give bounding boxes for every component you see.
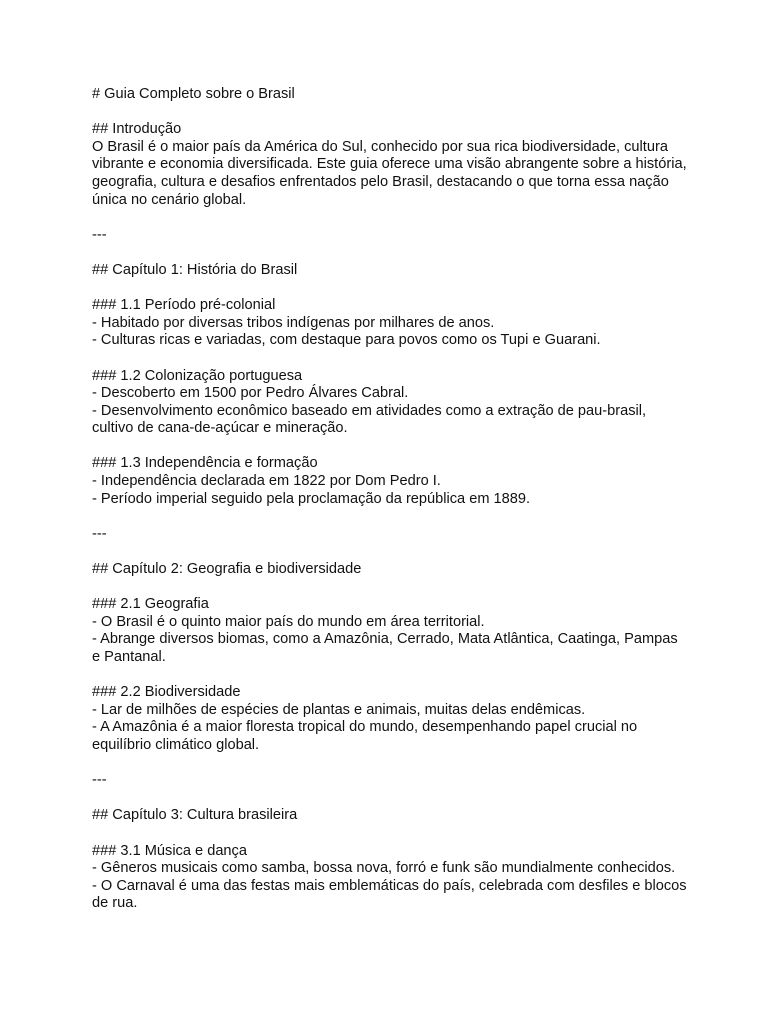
section-1-1-heading: ### 1.1 Período pré-colonial xyxy=(92,297,276,314)
bullet-line: - Período imperial seguido pela proclamação da república em 1889. xyxy=(92,490,531,507)
intro-text-line: vibrante e economia diversificada. Este guia oferece uma visão abrangente sobre a história, xyxy=(92,156,687,173)
blank-line xyxy=(92,543,692,561)
bullet-line: - Culturas ricas e variadas, com destaque para povos como os Tupi e Guarani. xyxy=(92,332,601,349)
bullet-line: - Habitado por diversas tribos indígenas por milhares de anos. xyxy=(92,314,495,331)
section-1-2-heading: ### 1.2 Colonização portuguesa xyxy=(92,367,303,384)
chapter-2-heading: ## Capítulo 2: Geografia e biodiversidade xyxy=(92,561,362,578)
bullet-line: - A Amazônia é a maior floresta tropical do mundo, desempenhando papel crucial no xyxy=(92,719,638,736)
section-1-3-heading: ### 1.3 Independência e formação xyxy=(92,455,318,472)
separator: --- xyxy=(92,525,107,542)
blank-line xyxy=(92,209,692,227)
bullet-line: - O Brasil é o quinto maior país do mundo em área territorial. xyxy=(92,613,485,630)
section-2-1-heading: ### 2.1 Geografia xyxy=(92,596,209,613)
blank-line xyxy=(92,104,692,122)
bullet-line: - Desenvolvimento econômico baseado em atividades como a extração de pau-brasil, xyxy=(92,402,647,419)
blank-line xyxy=(92,508,692,526)
blank-line xyxy=(92,280,692,298)
bullet-line: e Pantanal. xyxy=(92,649,166,665)
bullet-line: - Descoberto em 1500 por Pedro Álvares Cabral. xyxy=(92,385,409,402)
chapter-1-heading: ## Capítulo 1: História do Brasil xyxy=(92,261,298,278)
intro-text-line: única no cenário global. xyxy=(92,191,247,208)
intro-heading: ## Introdução xyxy=(92,121,182,138)
chapter-3-heading: ## Capítulo 3: Cultura brasileira xyxy=(92,807,298,824)
separator: --- xyxy=(92,226,107,243)
intro-text-line: geografia, cultura e desafios enfrentados pelo Brasil, destacando o que torna essa nação xyxy=(92,173,669,190)
section-3-1-heading: ### 3.1 Música e dança xyxy=(92,842,247,859)
bullet-line: - Abrange diversos biomas, como a Amazônia, Cerrado, Mata Atlântica, Caatinga, Pampas xyxy=(92,631,678,648)
blank-line xyxy=(92,350,692,368)
bullet-line: - Lar de milhões de espécies de plantas e animais, muitas delas endêmicas. xyxy=(92,701,586,718)
bullet-line: cultivo de cana-de-açúcar e mineração. xyxy=(92,420,348,437)
bullet-line: - Gêneros musicais como samba, bossa nova, forró e funk são mundialmente conhecidos. xyxy=(92,860,676,877)
bullet-line: de rua. xyxy=(92,895,138,912)
document-title: # Guia Completo sobre o Brasil xyxy=(92,86,295,102)
bullet-line: - O Carnaval é uma das festas mais emblemáticas do país, celebrada com desfiles e blocos xyxy=(92,877,687,894)
bullet-line: equilíbrio climático global. xyxy=(92,736,260,753)
document-page xyxy=(92,86,692,913)
blank-line xyxy=(92,667,692,685)
blank-line xyxy=(92,438,692,456)
blank-line xyxy=(92,790,692,808)
blank-line xyxy=(92,244,692,262)
bullet-line: - Independência declarada em 1822 por Dom Pedro I. xyxy=(92,473,441,490)
separator: --- xyxy=(92,772,107,789)
blank-line xyxy=(92,579,692,597)
intro-text-line: O Brasil é o maior país da América do Sul, conhecido por sua rica biodiversidade, cultura xyxy=(92,138,668,155)
blank-line xyxy=(92,755,692,773)
blank-line xyxy=(92,825,692,843)
section-2-2-heading: ### 2.2 Biodiversidade xyxy=(92,684,241,701)
